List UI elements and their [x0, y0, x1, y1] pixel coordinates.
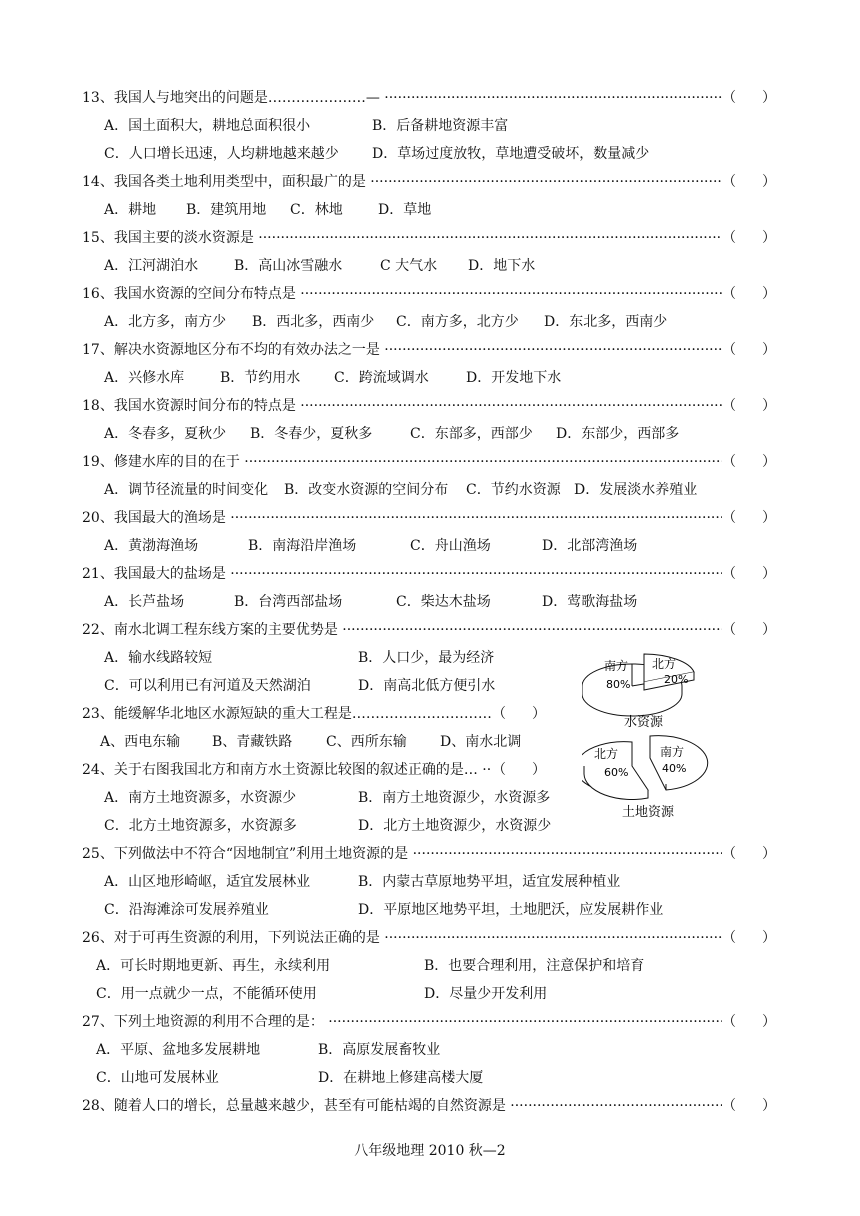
answer-option-d[interactable]: D．南高北低方便引水	[358, 678, 496, 694]
answer-blank[interactable]	[722, 1012, 782, 1032]
answer-option-a[interactable]: A．黄渤海渔场	[104, 538, 199, 554]
question-text: 、关于右图我国北方和南方水土资源比较图的叙述正确的是…	[99, 762, 478, 778]
question-number: 19	[82, 454, 100, 470]
question-25	[82, 844, 782, 864]
question-text: 、下列做法中不符合“因地制宜”利用土地资源的是	[99, 846, 409, 862]
answer-option-c[interactable]: C．沿海滩涂可发展养殖业	[104, 902, 269, 918]
answer-option-b[interactable]: B．南方土地资源少，水资源多	[358, 790, 551, 806]
answer-paren-left: （	[722, 1014, 736, 1030]
answer-option-d[interactable]: D．草场过度放牧，草地遭受破坏，数量减少	[372, 146, 650, 162]
page-footer: 八年级地理 2010 秋—2	[354, 1143, 506, 1159]
water-north-label: 北方	[652, 657, 677, 671]
answer-option-d[interactable]: D．尽量少开发利用	[424, 986, 548, 1002]
answer-paren-right: ）	[762, 342, 776, 358]
answer-paren-right: ）	[762, 454, 776, 470]
land-south-label: 南方	[660, 745, 685, 759]
answer-option-b[interactable]: B．南海沿岸渔场	[248, 538, 357, 554]
answer-blank[interactable]	[722, 564, 782, 584]
answer-blank[interactable]	[722, 284, 782, 304]
answer-option-c[interactable]: C 大气水	[380, 258, 438, 274]
answer-paren-right: ）	[762, 174, 776, 190]
question-number: 24	[82, 762, 100, 778]
question-stem	[82, 928, 722, 948]
land-north-label: 北方	[594, 747, 619, 761]
answer-blank[interactable]	[722, 396, 782, 416]
answer-option-a[interactable]: A．国土面积大，耕地总面积很小	[104, 118, 311, 134]
answer-option-b[interactable]: B．高山冰雪融水	[234, 258, 343, 274]
answer-paren-left: （	[722, 174, 736, 190]
question-text: 、能缓解华北地区水源短缺的重大工程是…………………………	[99, 706, 492, 722]
question-stem	[82, 452, 722, 472]
question-21	[82, 564, 782, 584]
question-number: 27	[82, 1014, 100, 1030]
answer-paren-left: （	[722, 454, 736, 470]
answer-option-b[interactable]: B．高原发展畜牧业	[318, 1042, 441, 1058]
answer-option-d[interactable]: D．莺歌海盐场	[542, 594, 638, 610]
question-number: 28	[82, 1098, 100, 1114]
answer-paren-right: ）	[762, 930, 776, 946]
answer-option-d[interactable]: D．北部湾渔场	[542, 538, 638, 554]
answer-option-a[interactable]: A．北方多，南方少	[104, 314, 227, 330]
answer-option-d[interactable]: D．地下水	[468, 258, 536, 274]
question-stem	[82, 88, 722, 108]
question-number: 14	[82, 174, 100, 190]
question-stem	[82, 704, 492, 724]
question-stem	[82, 844, 722, 864]
question-stem	[82, 284, 722, 304]
question-number: 20	[82, 510, 100, 526]
answer-blank[interactable]	[722, 172, 782, 192]
answer-paren-left: （	[722, 930, 736, 946]
question-stem	[82, 396, 722, 416]
answer-option-c[interactable]: C．林地	[290, 202, 343, 218]
land-south-value: 40%	[662, 762, 687, 775]
answer-option-d[interactable]: D．东部少，西部多	[556, 426, 680, 442]
answer-option-a[interactable]: A．输水线路较短	[104, 650, 213, 666]
answer-option-c[interactable]: C．人口增长迅速，人均耕地越来越少	[104, 146, 339, 162]
question-text: 、我国人与地突出的问题是…………………—	[99, 90, 380, 106]
answer-blank[interactable]	[722, 1096, 782, 1116]
question-text: 、我国最大的渔场是	[99, 510, 226, 526]
answer-option-b[interactable]: B．冬春少，夏秋多	[250, 426, 373, 442]
answer-option-b[interactable]: B．后备耕地资源丰富	[372, 118, 509, 134]
water-land-resource-chart	[582, 648, 712, 828]
question-number: 22	[82, 622, 100, 638]
answer-option-d[interactable]: D．在耕地上修建高楼大厦	[318, 1070, 484, 1086]
answer-option-b[interactable]: B．也要合理利用，注意保护和培育	[424, 958, 645, 974]
question-20	[82, 508, 782, 528]
answer-option-b[interactable]: B．西北多，西南少	[252, 314, 375, 330]
question-stem	[82, 172, 722, 192]
water-pie	[582, 654, 694, 730]
answer-blank[interactable]	[722, 228, 782, 248]
answer-option-a[interactable]: A、西电东输	[100, 734, 181, 750]
question-14	[82, 172, 782, 192]
answer-option-b[interactable]: B．台湾西部盐场	[234, 594, 343, 610]
answer-option-d[interactable]: D、南水北调	[440, 734, 522, 750]
answer-blank[interactable]	[722, 340, 782, 360]
question-text: 、对于可再生资源的利用，下列说法正确的是	[99, 930, 380, 946]
answer-paren-right: ）	[762, 286, 776, 302]
answer-paren-right: ）	[762, 1098, 776, 1114]
question-18	[82, 396, 782, 416]
answer-paren-left: （	[722, 622, 736, 638]
answer-option-c[interactable]: C．北方土地资源多，水资源多	[104, 818, 297, 834]
question-19	[82, 452, 782, 472]
answer-paren-right: ）	[762, 566, 776, 582]
answer-paren-left: （	[722, 398, 736, 414]
answer-paren-left: （	[722, 1098, 736, 1114]
answer-option-b[interactable]: B．改变水资源的空间分布	[284, 482, 449, 498]
question-22	[82, 620, 782, 640]
question-text: 、我国最大的盐场是	[99, 566, 226, 582]
answer-paren-right: ）	[762, 622, 776, 638]
question-stem	[82, 760, 492, 780]
question-stem	[82, 564, 722, 584]
question-15	[82, 228, 782, 248]
answer-option-b[interactable]: B．内蒙古草原地势平坦，适宜发展种植业	[358, 874, 621, 890]
answer-paren-left: （	[722, 510, 736, 526]
question-number: 21	[82, 566, 100, 582]
answer-option-c[interactable]: C．用一点就少一点，不能循环使用	[96, 986, 317, 1002]
question-stem	[82, 508, 722, 528]
question-number: 17	[82, 342, 100, 358]
question-17	[82, 340, 782, 360]
answer-option-d[interactable]: D．北方土地资源少，水资源少	[358, 818, 552, 834]
land-pie	[582, 736, 708, 820]
answer-option-a[interactable]: A．山区地形崎岖，适宜发展林业	[104, 874, 311, 890]
answer-option-c[interactable]: C、西所东输	[326, 734, 407, 750]
question-13	[82, 88, 782, 108]
question-text: 、解决水资源地区分布不均的有效办法之一是	[99, 342, 380, 358]
answer-blank[interactable]	[492, 704, 552, 724]
question-stem	[82, 228, 722, 248]
answer-paren-right: ）	[762, 1014, 776, 1030]
question-text: 、我国水资源的空间分布特点是	[99, 286, 296, 302]
question-16	[82, 284, 782, 304]
answer-paren-left: （	[722, 342, 736, 358]
answer-option-b[interactable]: B．建筑用地	[186, 202, 267, 218]
water-north-value: 20%	[664, 673, 689, 686]
question-26	[82, 928, 782, 948]
answer-paren-right: ）	[532, 762, 546, 778]
question-number: 15	[82, 230, 100, 246]
answer-option-c[interactable]: C．可以利用已有河道及天然湖泊	[104, 678, 311, 694]
answer-option-a[interactable]: A．南方土地资源多，水资源少	[104, 790, 297, 806]
answer-blank[interactable]	[722, 928, 782, 948]
answer-blank[interactable]	[722, 452, 782, 472]
answer-option-c[interactable]: C．东部多，西部少	[410, 426, 533, 442]
answer-paren-left: （	[722, 90, 736, 106]
answer-option-a[interactable]: A．耕地	[104, 202, 157, 218]
answer-option-d[interactable]: D．草地	[378, 202, 432, 218]
question-stem	[82, 1096, 722, 1116]
answer-option-b[interactable]: B、青藏铁路	[212, 734, 293, 750]
land-caption: 土地资源	[622, 805, 675, 820]
question-number: 26	[82, 930, 100, 946]
answer-option-c[interactable]: C．柴达木盐场	[396, 594, 491, 610]
answer-option-d[interactable]: D．东北多，西南少	[544, 314, 668, 330]
answer-option-c[interactable]: C．节约水资源	[466, 482, 561, 498]
question-23	[82, 704, 552, 724]
water-south-value: 80%	[606, 678, 631, 691]
water-caption: 水资源	[624, 715, 664, 730]
answer-option-a[interactable]: A．调节径流量的时间变化	[104, 482, 269, 498]
answer-blank[interactable]	[722, 844, 782, 864]
answer-option-c[interactable]: C．舟山渔场	[410, 538, 491, 554]
answer-option-a[interactable]: A．兴修水库	[104, 370, 185, 386]
answer-option-a[interactable]: A．江河湖泊水	[104, 258, 199, 274]
answer-paren-right: ）	[532, 706, 546, 722]
answer-option-c[interactable]: C．南方多，北方少	[396, 314, 519, 330]
answer-option-b[interactable]: B．节约用水	[220, 370, 301, 386]
question-27	[82, 1012, 782, 1032]
question-number: 13	[82, 90, 100, 106]
answer-option-a[interactable]: A．可长时期地更新、再生，永续利用	[96, 958, 331, 974]
answer-option-d[interactable]: D．平原地区地势平坦，土地肥沃，应发展耕作业	[358, 902, 664, 918]
answer-blank[interactable]	[722, 620, 782, 640]
question-stem	[82, 340, 722, 360]
answer-option-c[interactable]: C．跨流域调水	[334, 370, 429, 386]
answer-paren-left: （	[492, 706, 506, 722]
answer-blank[interactable]	[722, 508, 782, 528]
answer-option-a[interactable]: A．长芦盐场	[104, 594, 185, 610]
question-number: 18	[82, 398, 100, 414]
answer-option-d[interactable]: D．开发地下水	[466, 370, 562, 386]
question-stem	[82, 1012, 722, 1032]
land-north-value: 60%	[604, 766, 629, 779]
water-south-label: 南方	[604, 659, 629, 673]
answer-paren-left: （	[722, 230, 736, 246]
question-text: 、我国各类土地利用类型中，面积最广的是	[99, 174, 366, 190]
answer-paren-left: （	[722, 286, 736, 302]
question-text: 、南水北调工程东线方案的主要优势是	[99, 622, 338, 638]
answer-option-a[interactable]: A．冬春多，夏秋少	[104, 426, 227, 442]
question-28	[82, 1096, 782, 1116]
answer-paren-right: ）	[762, 230, 776, 246]
answer-option-d[interactable]: D．发展淡水养殖业	[574, 482, 698, 498]
answer-paren-right: ）	[762, 90, 776, 106]
question-number: 16	[82, 286, 100, 302]
answer-paren-left: （	[722, 846, 736, 862]
answer-option-c[interactable]: C．山地可发展林业	[96, 1070, 219, 1086]
question-text: 、我国主要的淡水资源是	[99, 230, 254, 246]
answer-blank[interactable]	[492, 760, 552, 780]
question-number: 23	[82, 706, 100, 722]
answer-option-b[interactable]: B．人口少，最为经济	[358, 650, 495, 666]
question-text: 、下列土地资源的利用不合理的是：	[99, 1014, 324, 1030]
answer-paren-right: ）	[762, 398, 776, 414]
answer-paren-left: （	[492, 762, 506, 778]
answer-paren-left: （	[722, 566, 736, 582]
question-stem	[82, 620, 722, 640]
question-number: 25	[82, 846, 100, 862]
question-text: 、我国水资源时间分布的特点是	[99, 398, 296, 414]
answer-blank[interactable]	[722, 88, 782, 108]
answer-paren-right: ）	[762, 846, 776, 862]
answer-paren-right: ）	[762, 510, 776, 526]
question-text: 、修建水库的目的在于	[99, 454, 240, 470]
answer-option-a[interactable]: A．平原、盆地多发展耕地	[96, 1042, 261, 1058]
question-24	[82, 760, 552, 780]
question-text: 、随着人口的增长，总量越来越少，甚至有可能枯竭的自然资源是	[99, 1098, 506, 1114]
